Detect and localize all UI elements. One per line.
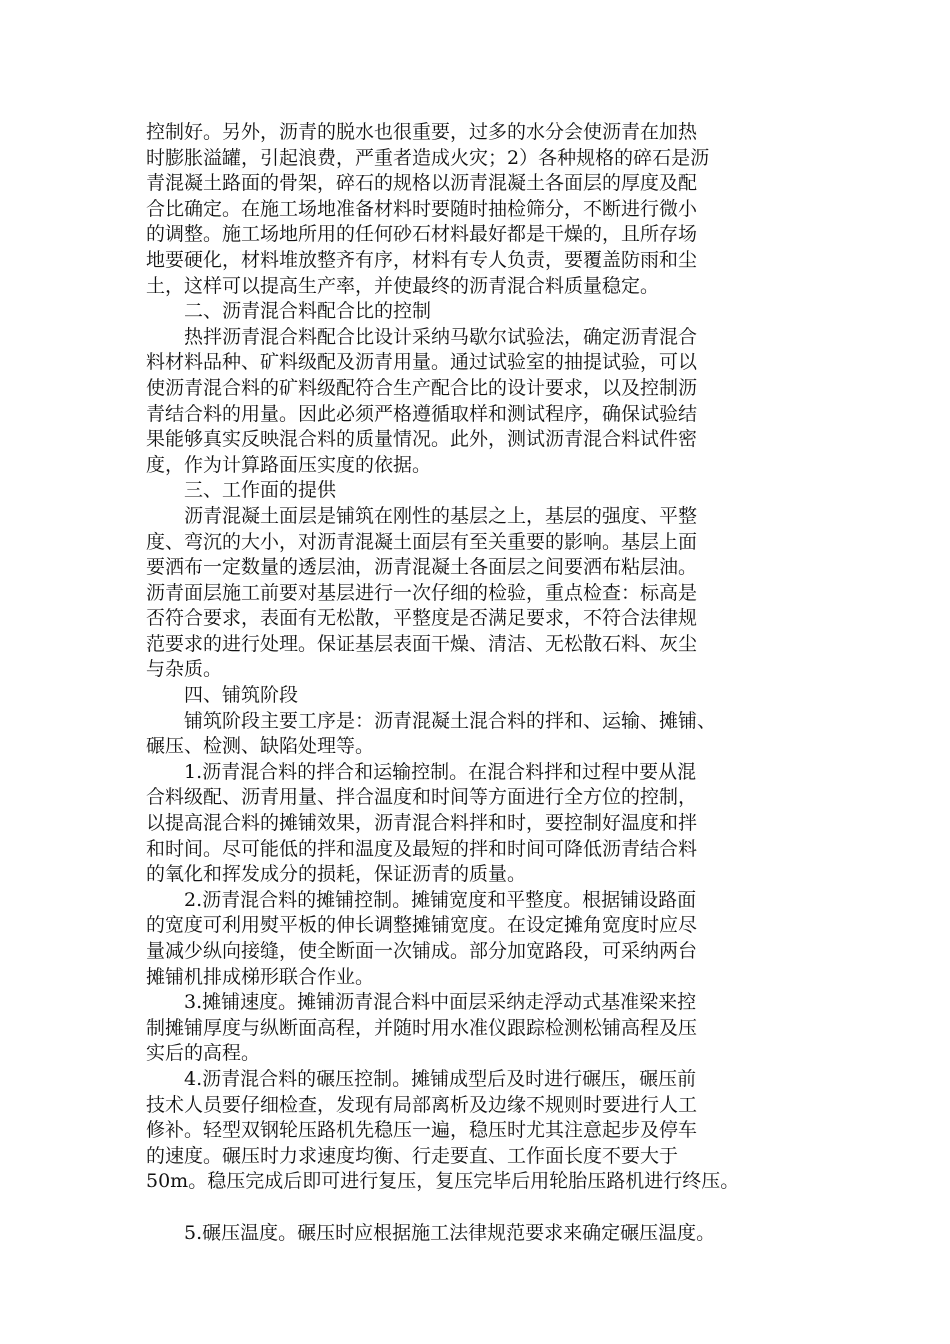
text-line: 料材料品种、矿料级配及沥青用量。通过试验室的抽提试验，可以 bbox=[146, 351, 698, 374]
text-line: 度、弯沉的大小，对沥青混凝土面层有至关重要的影响。基层上面 bbox=[146, 530, 698, 553]
text-line: 沥青面层施工前要对基层进行一次仔细的检验，重点检查：标高是 bbox=[146, 581, 698, 604]
text-line: 青结合料的用量。因此必须严格遵循取样和测试程序，确保试验结 bbox=[146, 402, 698, 425]
text-line: 控制好。另外，沥青的脱水也很重要，过多的水分会使沥青在加热 bbox=[146, 121, 698, 143]
text-line: 量减少纵向接缝，使全断面一次铺成。部分加宽路段，可采纳两台 bbox=[146, 940, 698, 962]
text-line: 合比确定。在施工场地准备材料时要随时抽检筛分，不断进行微小 bbox=[146, 197, 698, 220]
document-body bbox=[146, 120, 818, 1246]
text-line: 50m。稳压完成后即可进行复压，复压完毕后用轮胎压路机进行终压。 bbox=[146, 1170, 740, 1193]
text-line: 的调整。施工场地所用的任何砂石材料最好都是干燥的，且所存场 bbox=[146, 223, 698, 246]
text-line: 时膨胀溢罐，引起浪费，严重者造成火灾；2）各种规格的碎石是沥 bbox=[146, 146, 710, 169]
text-line: 碾压、检测、缺陷处理等。 bbox=[146, 735, 375, 758]
text-line: 热拌沥青混合料配合比设计采纳马歇尔试验法，确定沥青混合 bbox=[146, 325, 698, 348]
text-line: 果能够真实反映混合料的质量情况。此外，测试沥青混合料试件密 bbox=[146, 428, 698, 451]
text-line: 四、铺筑阶段 bbox=[146, 684, 299, 707]
text-line: 与杂质。 bbox=[146, 658, 223, 681]
text-line: 实后的高程。 bbox=[146, 1042, 261, 1065]
text-line: 的氧化和挥发成分的损耗，保证沥青的质量。 bbox=[146, 863, 527, 886]
text-line: 摊铺机排成梯形联合作业。 bbox=[146, 965, 375, 988]
text-line: 铺筑阶段主要工序是：沥青混凝土混合料的拌和、运输、摊铺、 bbox=[146, 709, 717, 732]
text-line: 的宽度可利用熨平板的伸长调整摊铺宽度。在设定摊角宽度时应尽 bbox=[146, 914, 698, 937]
text-line: 技术人员要仔细检查，发现有局部离析及边缘不规则时要进行人工 bbox=[146, 1093, 698, 1116]
text-line: 合料级配、沥青用量、拌合温度和时间等方面进行全方位的控制， bbox=[146, 786, 698, 809]
text-line: 沥青混凝土面层是铺筑在刚性的基层之上，基层的强度、平整 bbox=[146, 504, 698, 527]
text-line: 2.沥青混合料的摊铺控制。摊铺宽度和平整度。根据铺设路面 bbox=[146, 888, 697, 911]
text-line: 二、沥青混合料配合比的控制 bbox=[146, 300, 432, 323]
text-line: 三、工作面的提供 bbox=[146, 479, 337, 502]
text-line: 修补。轻型双钢轮压路机先稳压一遍，稳压时尤其注意起步及停车 bbox=[146, 1119, 698, 1142]
text-line: 要洒布一定数量的透层油，沥青混凝土各面层之间要洒布粘层油。 bbox=[146, 556, 698, 579]
text-line: 使沥青混合料的矿料级配符合生产配合比的设计要求，以及控制沥 bbox=[146, 376, 698, 399]
text-line: 1.沥青混合料的拌合和运输控制。在混合料拌和过程中要从混 bbox=[146, 760, 697, 783]
text-line: 4.沥青混合料的碾压控制。摊铺成型后及时进行碾压，碾压前 bbox=[146, 1067, 697, 1090]
text-line: 度，作为计算路面压实度的依据。 bbox=[146, 453, 432, 476]
text-line: 制摊铺厚度与纵断面高程，并随时用水准仪跟踪检测松铺高程及压 bbox=[146, 1016, 698, 1039]
text-line: 青混凝土路面的骨架，碎石的规格以沥青混凝土各面层的厚度及配 bbox=[146, 172, 698, 195]
blank-line bbox=[146, 1195, 818, 1221]
text-line: 土，这样可以提高生产率，并使最终的沥青混合料质量稳定。 bbox=[146, 274, 660, 297]
text-line: 否符合要求，表面有无松散，平整度是否满足要求，不符合法律规 bbox=[146, 607, 698, 630]
text-line: 和时间。尽可能低的拌和温度及最短的拌和时间可降低沥青结合料 bbox=[146, 837, 698, 860]
text-line: 5.碾压温度。碾压时应根据施工法律规范要求来确定碾压温度。 bbox=[146, 1221, 716, 1244]
text-line: 地要硬化，材料堆放整齐有序，材料有专人负责，要覆盖防雨和尘 bbox=[146, 248, 698, 271]
text-line: 的速度。碾压时力求速度均衡、行走要直、工作面长度不要大于 bbox=[146, 1144, 679, 1167]
text-line: 范要求的进行处理。保证基层表面干燥、清洁、无松散石料、灰尘 bbox=[146, 632, 698, 655]
text-line: 3.摊铺速度。摊铺沥青混合料中面层采纳走浮动式基准梁来控 bbox=[146, 991, 697, 1014]
text-line: 以提高混合料的摊铺效果，沥青混合料拌和时，要控制好温度和拌 bbox=[146, 812, 698, 835]
